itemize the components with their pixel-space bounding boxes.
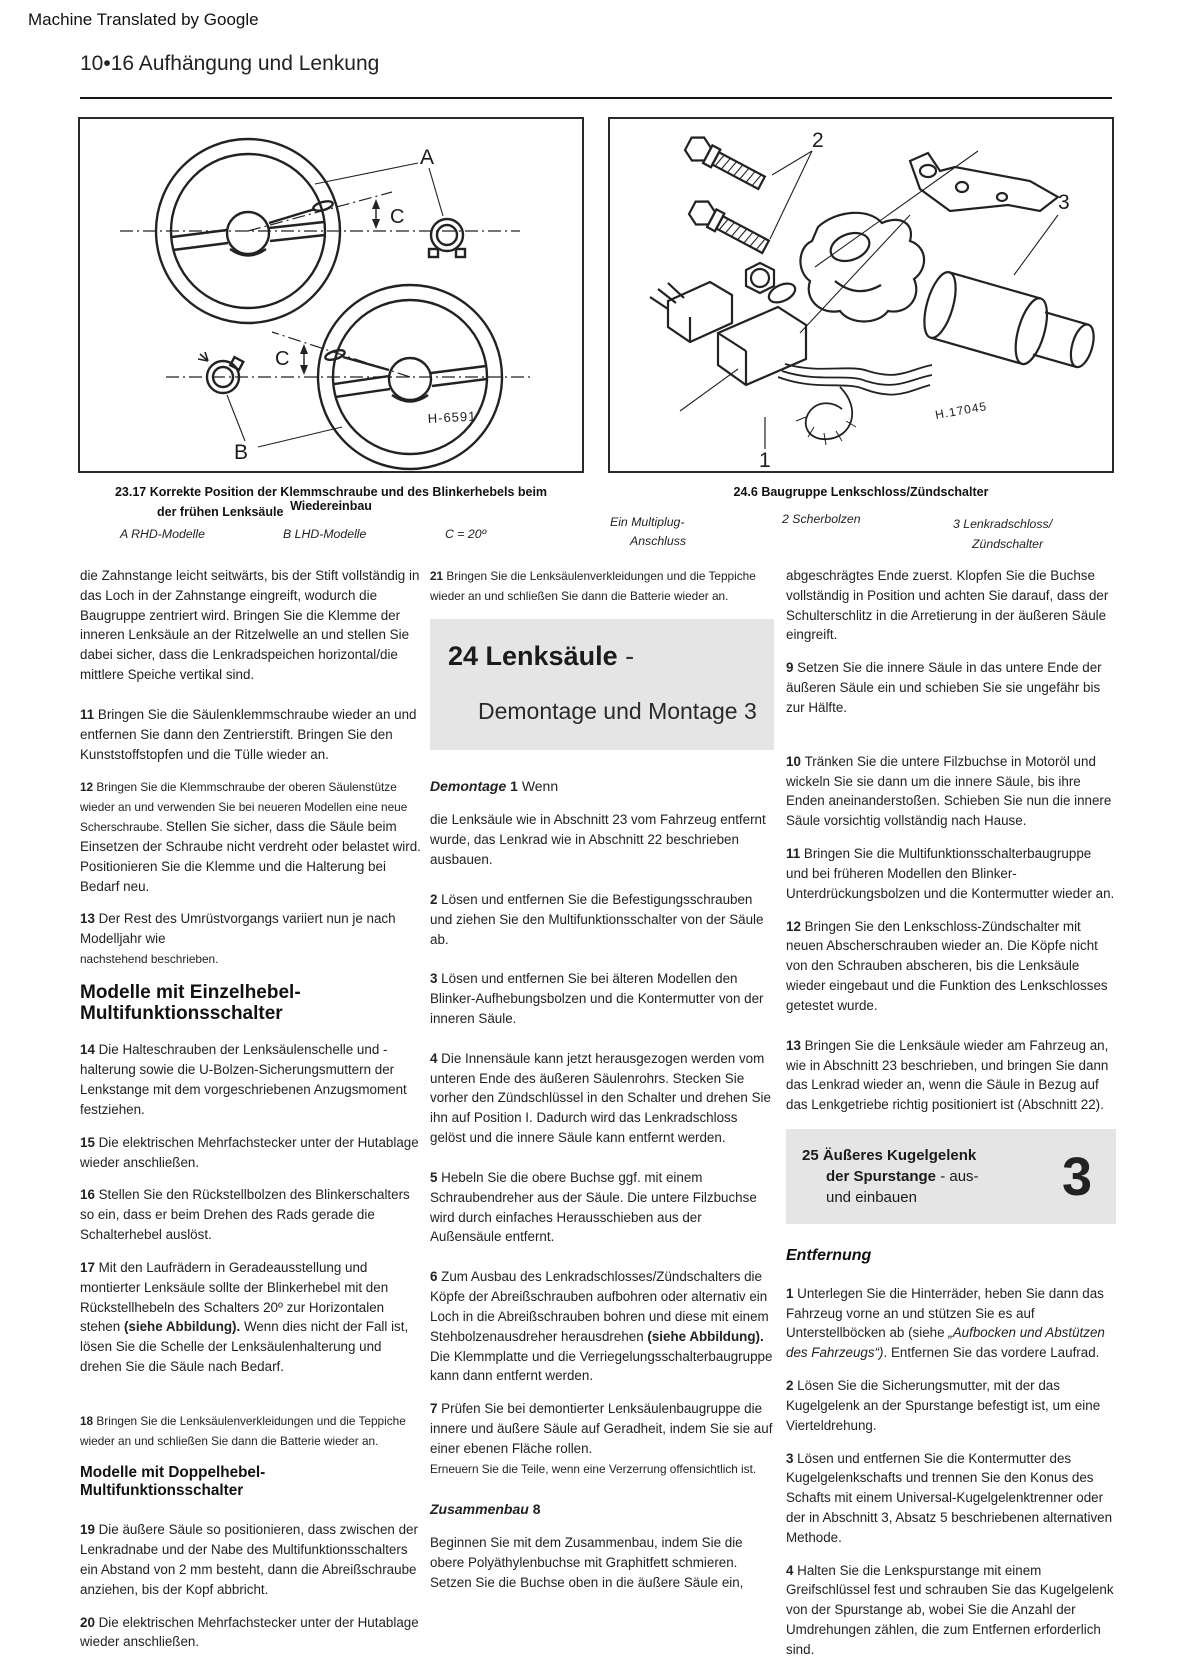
text-segment: 16	[80, 1187, 99, 1203]
paragraph	[80, 705, 422, 764]
section-25-title-lines	[802, 1145, 979, 1208]
text-segment: Die elektrischen Mehrfachstecker unter der Hutablage wieder anschließen.	[80, 1134, 419, 1170]
section-25-title-line3: und einbauen	[826, 1189, 917, 1207]
text-segment: 1	[786, 1285, 798, 1301]
paragraph-heading	[430, 1499, 774, 1520]
figure-ref-right: H.17045	[934, 399, 989, 422]
text-segment: Hebeln Sie die obere Buchse ggf. mit einem Schraubendreher aus der Säule. Die untere Filzbuchse wird durch einfaches Herausschieben aus der Außensäule entfernt.	[430, 1169, 757, 1245]
text-segment: Bringen Sie den Lenkschloss-Zündschalter mit neuen Abscherschrauben wieder an. Die Köpfe nicht von den Schrauben abscheren, bis die Lenksäule wieder eingebaut und die Funktion des Lenkschlosses getestet wurde.	[786, 918, 1108, 1013]
caption-24-6: 24.6 Baugruppe Lenkschloss/Zündschalter	[733, 485, 989, 499]
text-segment: (siehe Abbildung).	[647, 1328, 764, 1344]
section-subheading: Modelle mit Doppelhebel-Multifunktionsschalter	[80, 1463, 266, 1499]
section-subheading: Modelle mit Einzelhebel-Multifunktionsschalter	[80, 981, 301, 1025]
paragraph	[80, 1133, 422, 1173]
legend-a-rhd: A RHD-Modelle	[120, 527, 205, 541]
section-25-heading-box	[786, 1129, 1116, 1224]
text-segment: 4	[430, 1050, 442, 1066]
text-segment: Setzen Sie die innere Säule in das untere Ende der äußeren Säule ein und schieben Sie sie ungefähr bis zur Hälfte.	[786, 660, 1102, 715]
text-segment: Die Innensäule kann jetzt herausgezogen werden vom unteren Ende des äußeren Säulenrohrs. Stecken Sie vorher den Zündschlüssel in den Schalter und drehen Sie ihn auf Position I. Dadurch wird das Lenkradschloss gelöst und die innere Säule kann entfernt werden.	[430, 1050, 771, 1146]
text-segment: Der Rest des Umrüstvorgangs variiert nun je nach Modelljahr wie	[80, 911, 396, 947]
text-segment: Lösen und entfernen Sie die Befestigungsschrauben und ziehen Sie den Multifunktionsschalter von der Säule ab.	[430, 891, 764, 947]
text-segment: Bringen Sie die Säulenklemmschraube wieder an und entfernen Sie dann den Zentrierstift. Bringen Sie den Kunststoffstopfen und die Tülle wieder an.	[80, 706, 417, 762]
figure-steering-wheel-positions	[78, 117, 584, 473]
paragraph	[430, 1399, 774, 1478]
text-segment: 13	[786, 1037, 805, 1053]
text-segment: Zusammenbau	[430, 1500, 533, 1517]
paragraph	[430, 1168, 774, 1247]
legend-lenkradschloss-line1: 3 Lenkradschloss/	[953, 517, 1053, 531]
section-24-dash: -	[617, 640, 635, 671]
text-segment: 12	[786, 918, 805, 934]
section-24-title-line	[448, 637, 764, 677]
paragraph	[80, 1040, 422, 1119]
text-segment: Wenn	[521, 777, 559, 794]
text-segment: 8	[532, 1500, 541, 1517]
paragraph	[80, 1613, 422, 1653]
text-segment: 11	[786, 846, 804, 862]
text-segment: 7	[430, 1401, 442, 1417]
text-segment: Mit den Laufrädern in Geradeausstellung und montierter Lenksäule sollte der Blinkerhebel mit den Rückstellhebeln des Schalters 20º zur Horizontalen stehen	[80, 1259, 389, 1335]
text-segment: 3	[430, 971, 442, 987]
paragraph	[430, 1267, 774, 1386]
machine-translated-watermark: Machine Translated by Google	[28, 10, 259, 29]
page-title: 10•16 Aufhängung und Lenkung	[80, 52, 380, 75]
text-segment: Bringen Sie die Klemmschraube der oberen Säulenstütze wieder an und verwenden Sie bei neueren Modellen eine neue Scherschraube.	[80, 780, 408, 835]
paragraph-heading	[430, 776, 774, 797]
text-segment: 2	[786, 1378, 798, 1394]
text-column-right	[786, 566, 1116, 1673]
text-segment: Stellen Sie sicher, dass die Säule beim Einsetzen der Schraube nicht verdreht oder belastet wird. Positionieren Sie die Klemme und die Halterung bei Bedarf neu.	[80, 819, 421, 894]
text-segment: (siehe Abbildung).	[123, 1319, 241, 1335]
lock-cylinder	[918, 269, 1101, 381]
paragraph	[80, 1520, 422, 1599]
paragraph	[80, 1258, 422, 1377]
section-25-title-line2	[802, 1166, 979, 1187]
paragraph	[80, 1411, 422, 1451]
text-segment: 10	[786, 753, 805, 769]
paragraph	[80, 566, 422, 685]
text-segment: nachstehend beschrieben.	[80, 952, 219, 967]
section-25-title-bold: der Spurstange	[826, 1168, 937, 1186]
text-segment: Bringen Sie die Lenksäulenverkleidungen und die Teppiche wieder an und schließen Sie dann die Batterie wieder an.	[430, 569, 756, 603]
text-segment: 5	[430, 1169, 442, 1185]
text-segment: „Aufbocken und Abstützen des Fahrzeugs“)	[786, 1325, 1105, 1361]
text-segment: 9	[786, 660, 798, 676]
paragraph	[786, 844, 1116, 903]
text-segment: 19	[80, 1522, 99, 1538]
text-segment: Die Halteschrauben der Lenksäulenschelle und -halterung sowie die U-Bolzen-Sicherungsmuttern der Lenkstange mit dem vorgeschriebenen Anzugsmoment festziehen.	[80, 1042, 407, 1117]
text-segment: Stellen Sie den Rückstellbolzen des Blinkerschalters so ein, dass er beim Drehen des Rads gerade die Schalterhebel auslöst.	[80, 1187, 410, 1243]
chapter-number-badge: 3	[1061, 1146, 1092, 1207]
text-segment: 4	[786, 1562, 798, 1578]
paragraph	[786, 658, 1116, 717]
text-segment: 20	[80, 1614, 99, 1630]
text-segment: Bringen Sie die Lenksäulenverkleidungen und die Teppiche wieder an und schließen Sie dann die Batterie wieder an.	[80, 1413, 406, 1448]
paragraph	[786, 1376, 1116, 1435]
figure-label-2: 2	[812, 129, 824, 152]
text-segment: 18	[80, 1413, 97, 1428]
paragraph	[430, 566, 774, 606]
figure-label-1: 1	[759, 449, 771, 471]
figure-label-c-top: C	[390, 206, 405, 228]
text-segment: 17	[80, 1259, 99, 1275]
header-rule	[80, 97, 1112, 99]
legend-scherbolzen: 2 Scherbolzen	[782, 512, 861, 526]
paragraph	[80, 909, 422, 968]
paragraph	[786, 752, 1116, 831]
section-25-title-normal: - aus-	[936, 1168, 979, 1186]
paragraph	[430, 1049, 774, 1148]
text-segment: 2	[430, 891, 442, 907]
text-segment: Prüfen Sie bei demontierter Lenksäulenbaugruppe die innere und äußere Säule auf Geradheit, indem Sie sie auf einer ebenen Fläche rollen.	[430, 1401, 773, 1456]
paragraph	[786, 1449, 1116, 1548]
wiring-loom	[778, 364, 932, 445]
text-segment: Unterlegen Sie die Hinterräder, heben Sie dann das Fahrzeug vorne an und stützen Sie es auf Unterstellböcken ab (siehe	[786, 1285, 1104, 1341]
steering-wheel-diagram	[80, 119, 582, 471]
text-segment: Zum Ausbau des Lenkradschlosses/Zündschalters die Köpfe der Abreißschrauben aufbohren oder alternativ ein Loch in die Abreißschrauben bohren und diese mit einem Stehbolzenausdreher herausdrehen	[430, 1269, 769, 1344]
paragraph	[786, 1036, 1116, 1115]
section-24-subtitle: Demontage und Montage 3	[478, 697, 757, 724]
paragraph	[80, 1185, 422, 1244]
section-24-title: 24 Lenksäule	[448, 640, 618, 671]
text-segment: . Entfernen Sie das vordere Laufrad.	[883, 1345, 1100, 1361]
paragraph	[786, 917, 1116, 1016]
text-column-left	[80, 566, 422, 1665]
text-segment: Demontage	[430, 777, 511, 794]
text-segment: Beginnen Sie mit dem Zusammenbau, indem Sie die obere Polyäthylenbuchse mit Graphitfett schmieren. Setzen Sie die Buchse oben in die äußere Säule ein,	[430, 1535, 744, 1590]
figure-label-3: 3	[1058, 191, 1070, 214]
lock-assembly-diagram	[610, 119, 1112, 471]
section-25-title-line1: 25 Äußeres Kugelgelenk	[802, 1147, 977, 1165]
figure-label-c-bottom: C	[275, 348, 290, 370]
shear-bolt-2	[686, 196, 771, 258]
procedure-heading: Entfernung	[786, 1247, 872, 1265]
text-segment: Lösen Sie die Sicherungsmutter, mit der das Kugelgelenk an der Spurstange befestigt ist, um eine Vierteldrehung.	[786, 1378, 1101, 1433]
figure-label-a: A	[420, 146, 435, 169]
text-column-middle	[430, 566, 774, 1606]
paragraph	[430, 1533, 774, 1592]
text-segment: Die äußere Säule so positionieren, dass zwischen der Lenkradnabe und der Nabe des Multifunktionsschalters ein Abstand von 2 mm besteht, dann die Abreißschraube anziehen, bis der Kopf abbricht.	[80, 1522, 418, 1597]
text-segment: Die Klemmplatte und die Verriegelungsschalterbaugruppe kann dann entfernt werden.	[430, 1348, 773, 1384]
mounting-bracket	[910, 153, 1058, 211]
legend-b-lhd: B LHD-Modelle	[283, 527, 367, 541]
paragraph	[80, 777, 422, 896]
legend-multiplug-line2: Anschluss	[630, 534, 687, 548]
text-segment: Lösen und entfernen Sie bei älteren Modellen den Blinker-Aufhebungsbolzen und die Kontermutter von der inneren Säule.	[430, 971, 764, 1026]
paragraph	[430, 890, 774, 949]
text-segment: die Lenksäule wie in Abschnitt 23 vom Fahrzeug entfernt wurde, das Lenkrad wie in Abschnitt 22 beschrieben ausbauen.	[430, 812, 766, 868]
text-segment: 1	[510, 777, 522, 794]
text-segment: 15	[80, 1134, 99, 1150]
text-segment: 6	[430, 1269, 442, 1285]
paragraph	[430, 969, 774, 1028]
paragraph	[786, 1284, 1116, 1363]
clamp-a	[429, 219, 465, 257]
text-segment: 12	[80, 780, 97, 795]
text-segment: Tränken Sie die untere Filzbuchse in Motoröl und wickeln Sie sie dann um die innere Säule, bis ihre Enden aneinanderstoßen. Schieben Sie nun die innere Säule vorsichtig vollständig nach Hause.	[786, 753, 1112, 829]
text-segment: Bringen Sie die Lenksäule wieder am Fahrzeug an, wie in Abschnitt 23 beschrieben, und bringen Sie dann das Lenkrad wieder an, wenn die Säule in Bezug auf das Lenkgetriebe richtig positioniert ist (Abschnitt 22).	[786, 1037, 1109, 1113]
text-segment: 3	[786, 1450, 798, 1466]
text-segment: 13	[80, 911, 99, 927]
text-segment: 14	[80, 1042, 99, 1058]
caption-23-17-line1: 23.17 Korrekte Position der Klemmschraube und des Blinkerhebels beim Wiedereinbau	[114, 485, 548, 513]
text-segment: Lösen und entfernen Sie die Kontermutter des Kugelgelenkschafts und trennen Sie den Konus des Schafts mit einem Universal-Kugelgelenktrenner oder der in Abschnitt 3, Absatz 5 beschriebenen alternativen Methode.	[786, 1450, 1113, 1545]
paragraph	[786, 566, 1116, 645]
legend-multiplug-line1: Ein Multiplug-	[610, 515, 685, 529]
text-segment: Wenn dies nicht der Fall ist, lösen Sie die Schelle der Lenksäulenhalterung und drehen Sie die Säule nach Bedarf.	[80, 1319, 409, 1375]
shear-bolt-1	[682, 132, 767, 194]
paragraph	[430, 810, 774, 869]
text-segment: Halten Sie die Lenkspurstange mit einem Greifschlüssel fest und schrauben Sie das Kugelgelenk von der Spurstange ab, wobei Sie die Anzahl der Umdrehungen zählen, die zum Entfernen erforderlich sind.	[786, 1562, 1114, 1657]
text-segment: Die elektrischen Mehrfachstecker unter der Hutablage wieder anschließen.	[80, 1614, 419, 1650]
paragraph	[786, 1561, 1116, 1660]
section-24-heading-box	[430, 619, 774, 750]
figure-label-b: B	[234, 441, 249, 464]
text-segment: 11	[80, 706, 98, 722]
legend-lenkradschloss-line2: Zündschalter	[972, 537, 1044, 551]
clamp-b	[198, 352, 243, 393]
text-segment: die Zahnstange leicht seitwärts, bis der Stift vollständig in das Loch in der Zahnstange eingreift, wodurch die Baugruppe zentriert wird. Bringen Sie die Klemme der inneren Lenksäule an der Ritzelwelle an und stellen Sie dabei sicher, dass die Lenkradspeichen horizontal/die mittlere Speiche vertikal sind.	[80, 568, 420, 683]
text-segment: Erneuern Sie die Teile, wenn eine Verzerrung offensichtlich ist.	[430, 1461, 757, 1476]
caption-23-17-line2: der frühen Lenksäule	[157, 505, 284, 519]
text-segment: abgeschrägtes Ende zuerst. Klopfen Sie die Buchse vollständig in Position und achten Sie darauf, dass der Schulterschlitz in die Arretierung in der äußeren Säule eingreift.	[786, 568, 1109, 643]
text-segment: Bringen Sie die Multifunktionsschalterbaugruppe und bei früheren Modellen den Blinker-Unterdrückungsbolzen und die Kontermutter wieder an.	[786, 846, 1115, 901]
figure-lock-ignition-assembly	[608, 117, 1114, 473]
text-segment: 21	[430, 569, 447, 583]
legend-c-20deg: C = 20º	[445, 527, 487, 541]
figure-ref-left: H-6591	[427, 408, 477, 426]
